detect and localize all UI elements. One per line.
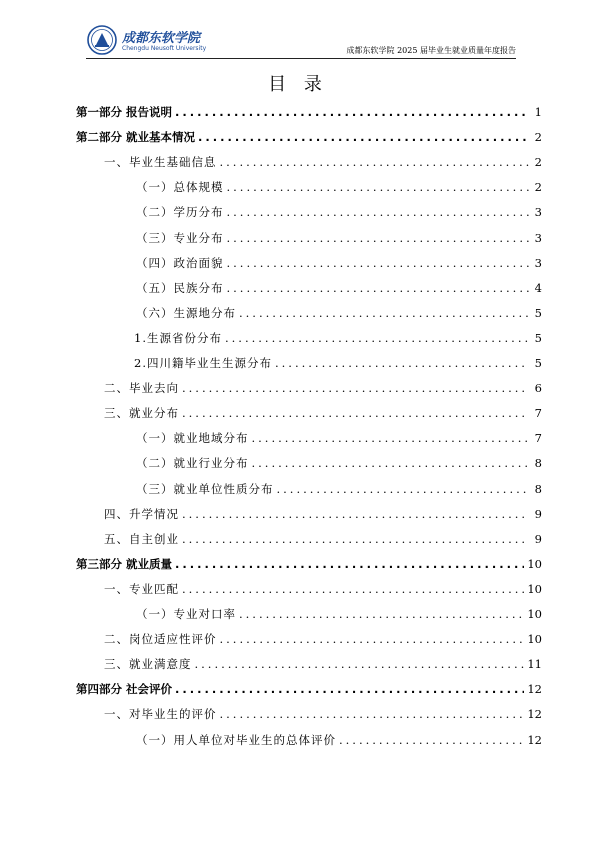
toc-entry[interactable] — [76, 104, 542, 122]
toc-entry[interactable] — [76, 581, 542, 599]
toc-entry-page-number: 1 — [534, 105, 542, 119]
toc-entry-label: 二、岗位适应性评价 — [104, 632, 217, 647]
toc-dot-leader — [220, 632, 525, 646]
toc-entry-label: 第二部分 就业基本情况 — [76, 130, 196, 145]
toc-entry-label: 1.生源省份分布 — [134, 330, 222, 345]
toc-dot-leader — [195, 657, 525, 671]
toc-dot-leader — [252, 431, 530, 445]
toc-entry-label: 一、毕业生基础信息 — [104, 155, 217, 170]
university-logo — [86, 24, 206, 58]
toc-entry-label: （二）学历分布 — [136, 205, 224, 220]
toc-entry-label: （二）就业行业分布 — [136, 456, 249, 471]
toc-entry-page-number: 3 — [534, 205, 542, 220]
toc-dot-leader — [182, 381, 529, 395]
toc-entry[interactable] — [76, 455, 542, 473]
toc-entry-label: （一）用人单位对毕业生的总体评价 — [136, 732, 336, 747]
toc-dot-leader — [339, 733, 524, 747]
toc-entry-page-number: 3 — [534, 255, 542, 270]
toc-entry[interactable] — [76, 631, 542, 649]
toc-entry[interactable] — [76, 355, 542, 373]
toc-dot-leader — [252, 456, 530, 470]
university-emblem-icon — [86, 24, 118, 56]
toc-entry-page-number: 6 — [534, 381, 542, 396]
toc-entry-page-number: 12 — [527, 682, 542, 697]
toc-entry-page-number: 4 — [534, 280, 542, 295]
toc-dot-leader — [227, 281, 530, 295]
toc-entry[interactable] — [76, 154, 542, 172]
toc-entry-label: （五）民族分布 — [136, 280, 224, 295]
toc-entry[interactable] — [76, 556, 542, 574]
toc-dot-leader — [175, 557, 524, 571]
toc-entry[interactable] — [76, 405, 542, 423]
toc-entry-label: （一）专业对口率 — [136, 607, 236, 621]
toc-entry[interactable] — [76, 481, 542, 499]
toc-entry-label: 四、升学情况 — [104, 506, 179, 521]
toc-entry-label: 五、自主创业 — [104, 531, 179, 546]
report-title: 成都东软学院 2025 届毕业生就业质量年度报告 — [346, 46, 516, 55]
toc-dot-leader — [220, 707, 525, 721]
toc-entry-page-number: 2 — [534, 130, 542, 145]
toc-entry-page-number: 9 — [534, 531, 542, 546]
logo-chinese-name: 成都东软学院 — [122, 31, 201, 46]
toc-dot-leader — [175, 682, 524, 696]
toc-dot-leader — [277, 482, 530, 496]
toc-entry-label: （六）生源地分布 — [136, 305, 236, 320]
toc-entry-label: 第三部分 就业质量 — [76, 556, 173, 571]
toc-dot-leader — [182, 507, 529, 521]
toc-entry[interactable] — [76, 280, 542, 298]
toc-entry-label: 2.四川籍毕业生生源分布 — [134, 356, 272, 370]
toc-entry-page-number: 3 — [534, 230, 542, 245]
toc-entry[interactable] — [76, 681, 542, 699]
toc-entry[interactable] — [76, 179, 542, 197]
toc-dot-leader — [227, 205, 530, 219]
toc-entry[interactable] — [76, 531, 542, 549]
table-of-contents — [76, 104, 542, 754]
toc-entry-label: 三、就业分布 — [104, 406, 179, 421]
toc-entry-page-number: 7 — [534, 431, 542, 446]
toc-entry-page-number: 12 — [527, 707, 542, 722]
toc-entry-page-number: 10 — [527, 556, 542, 571]
toc-entry-label: 二、毕业去向 — [104, 381, 179, 396]
toc-dot-leader — [239, 607, 524, 621]
toc-dot-leader — [175, 105, 529, 119]
toc-dot-leader — [275, 356, 529, 370]
toc-entry-page-number: 11 — [527, 657, 542, 672]
toc-entry-page-number: 2 — [534, 155, 542, 170]
toc-entry[interactable] — [76, 129, 542, 147]
toc-entry-label: 第一部分 报告说明 — [76, 105, 173, 119]
toc-entry-label: （三）专业分布 — [136, 230, 224, 245]
toc-dot-leader — [182, 406, 529, 420]
toc-entry[interactable] — [76, 506, 542, 524]
toc-dot-leader — [239, 306, 529, 320]
toc-entry-page-number: 5 — [534, 330, 542, 345]
header-divider — [86, 58, 516, 59]
toc-entry-page-number: 10 — [527, 581, 542, 596]
page-header — [86, 24, 516, 64]
toc-dot-leader — [182, 532, 529, 546]
toc-dot-leader — [225, 331, 529, 345]
toc-dot-leader — [227, 180, 530, 194]
toc-entry-page-number: 8 — [534, 481, 542, 496]
toc-entry-page-number: 9 — [534, 506, 542, 521]
toc-entry[interactable] — [76, 204, 542, 222]
toc-entry-page-number: 5 — [534, 305, 542, 320]
toc-dot-leader — [227, 231, 530, 245]
toc-entry-label: （一）就业地域分布 — [136, 431, 249, 446]
toc-entry-page-number: 5 — [534, 356, 542, 370]
toc-entry[interactable] — [76, 706, 542, 724]
toc-title: 目 录 — [268, 74, 328, 95]
toc-entry-label: （四）政治面貌 — [136, 255, 224, 270]
toc-entry[interactable] — [76, 430, 542, 448]
toc-entry-label: 一、对毕业生的评价 — [104, 707, 217, 722]
toc-entry[interactable] — [76, 606, 542, 624]
toc-entry-page-number: 12 — [527, 732, 542, 747]
toc-dot-leader — [198, 130, 529, 144]
toc-entry-page-number: 10 — [527, 607, 542, 621]
toc-entry[interactable] — [76, 255, 542, 273]
toc-entry-page-number: 2 — [534, 180, 542, 195]
toc-dot-leader — [220, 155, 530, 169]
toc-entry-page-number: 8 — [534, 456, 542, 471]
toc-entry-label: （一）总体规模 — [136, 180, 224, 195]
toc-entry[interactable] — [76, 305, 542, 323]
toc-dot-leader — [182, 582, 524, 596]
logo-english-name: Chengdu Neusoft University — [122, 45, 207, 52]
toc-entry-page-number: 10 — [527, 632, 542, 647]
toc-entry[interactable] — [76, 230, 542, 248]
toc-entry-label: 一、专业匹配 — [104, 581, 179, 596]
toc-entry-label: 第四部分 社会评价 — [76, 682, 173, 697]
toc-entry[interactable] — [76, 732, 542, 750]
toc-entry-label: 三、就业满意度 — [104, 657, 192, 672]
toc-entry[interactable] — [76, 656, 542, 674]
toc-entry[interactable] — [76, 330, 542, 348]
toc-entry[interactable] — [76, 380, 542, 398]
toc-entry-label: （三）就业单位性质分布 — [136, 481, 274, 496]
toc-dot-leader — [227, 256, 530, 270]
toc-entry-page-number: 7 — [534, 406, 542, 421]
